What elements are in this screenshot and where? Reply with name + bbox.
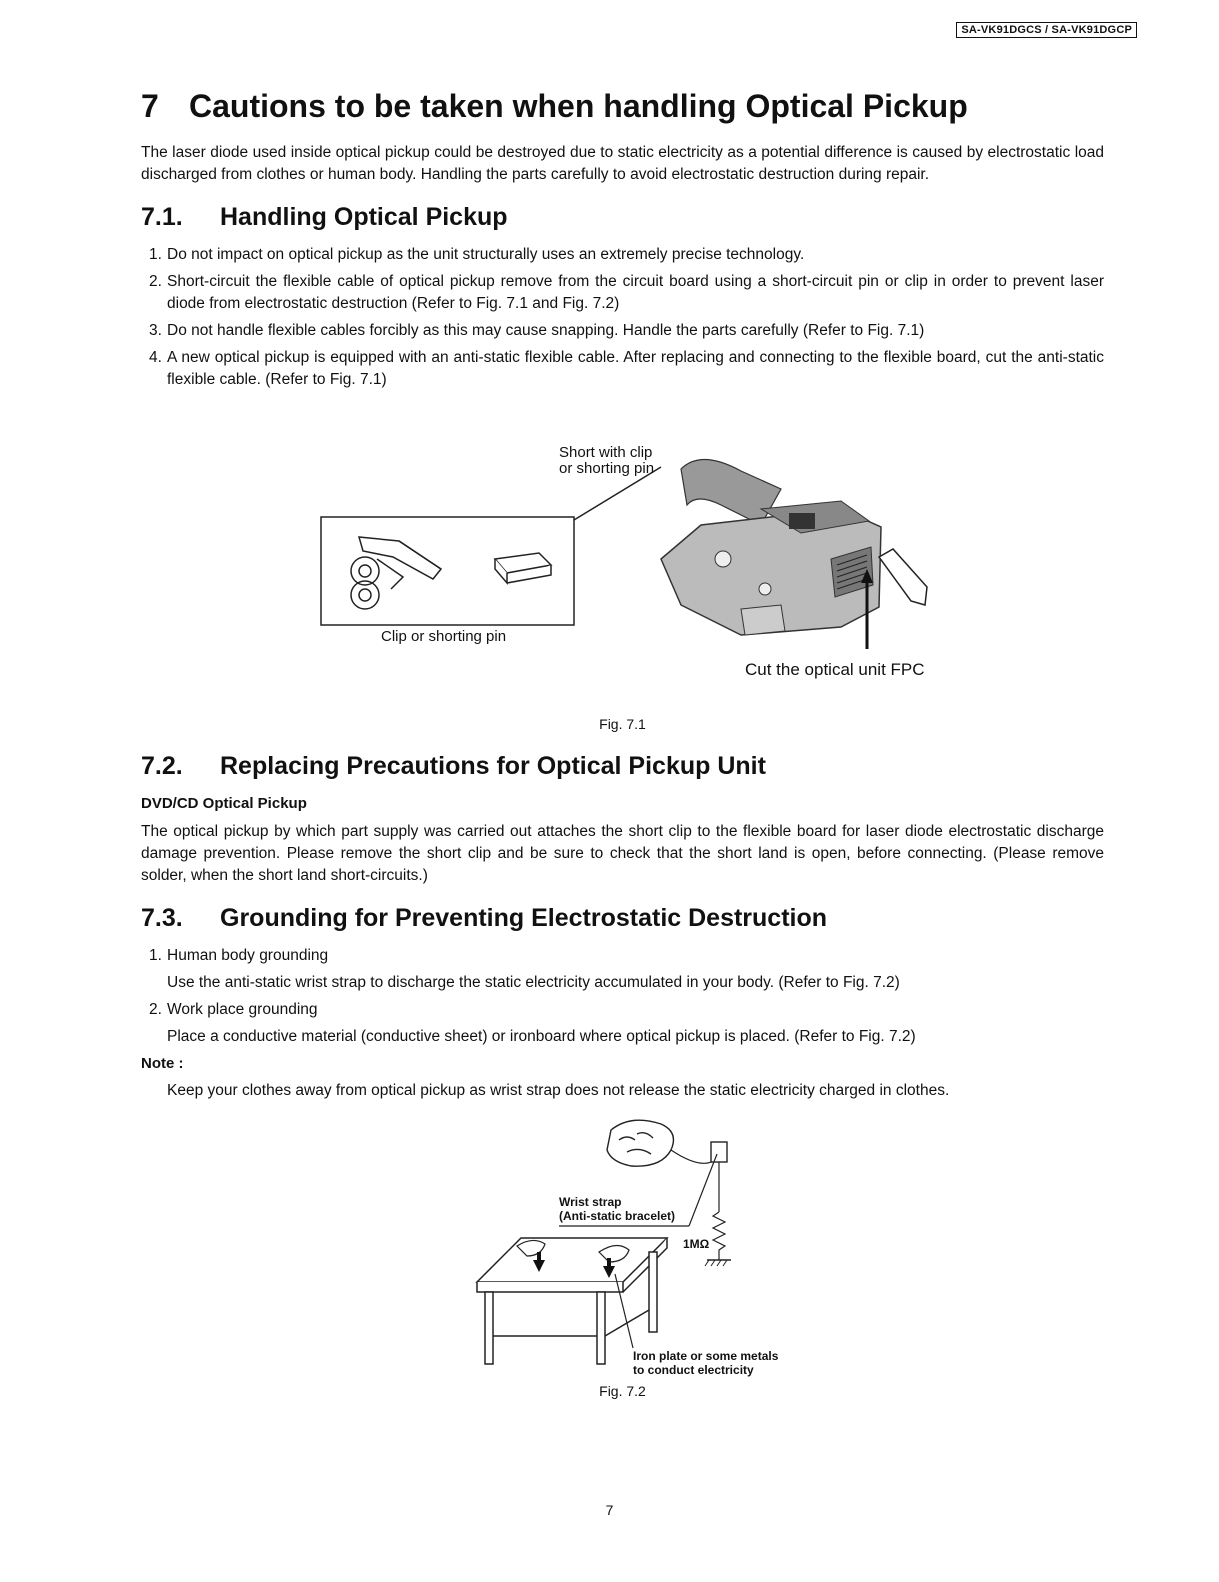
subsection-number: 7.1. <box>141 203 183 231</box>
note-body: Keep your clothes away from optical pickup as wrist strap does not release the static electricity charged in clothes. <box>167 1082 950 1099</box>
list-item <box>141 271 1104 315</box>
iron-plate-label-line2: to conduct electricity <box>633 1363 754 1377</box>
item-number: 1. <box>149 246 162 263</box>
item-text: Work place grounding <box>167 1001 318 1018</box>
list-item <box>141 244 1104 266</box>
work-table-icon <box>477 1238 667 1364</box>
figure-7-1-caption: Fig. 7.1 <box>599 716 646 732</box>
replacing-precautions-body: The optical pickup by which part supply was carried out attaches the short clip to the flexible board for laser diode electrostatic discharge damage prevention. Please remove the short clip and be sure to check that the short land is open, before connecting. (Please remove solder, when the short land short-circuits.) <box>141 823 1104 884</box>
model-number-tag: SA-VK91DGCS / SA-VK91DGCP <box>956 22 1137 38</box>
wrist-leader-line <box>689 1154 717 1226</box>
strap-wire <box>671 1150 715 1163</box>
resistor-icon <box>713 1212 725 1260</box>
clip-label: Clip or shorting pin <box>381 628 507 645</box>
item-text: Do not handle flexible cables forcibly as this may cause snapping. Handle the parts carefully (Refer to Fig. 7.1) <box>167 322 925 339</box>
short-label-line2: or shorting pin <box>559 460 655 477</box>
grounding-illustration <box>141 1110 1104 1378</box>
optical-pickup-unit <box>661 459 881 635</box>
item-text: A new optical pickup is equipped with an anti-static flexible cable. After replacing and connecting to the flexible board, cut the anti-static flexible cable. (Refer to Fig. 7.1) <box>167 349 1104 388</box>
subsection-number: 7.2. <box>141 752 183 780</box>
hand-icon <box>607 1120 673 1166</box>
item-text: Do not impact on optical pickup as the unit structurally uses an extremely precise technology. <box>167 246 805 263</box>
subsection-title: Replacing Precautions for Optical Pickup Unit <box>220 752 766 780</box>
wrist-strap-label-line1: Wrist strap <box>559 1195 622 1209</box>
subsection-7-1-heading <box>141 200 1104 234</box>
subsection-number: 7.3. <box>141 904 183 932</box>
handling-steps-list <box>141 244 1104 391</box>
list-item <box>141 945 1104 967</box>
cutter-icon <box>879 549 927 605</box>
shorting-pin-icon <box>495 553 551 583</box>
subheading-dvd-cd: DVD/CD Optical Pickup <box>141 795 307 812</box>
section-title: Cautions to be taken when handling Optical Pickup <box>189 88 968 124</box>
list-item <box>141 320 1104 342</box>
page-number: 7 <box>605 1502 614 1518</box>
item-number: 3. <box>149 322 162 339</box>
optical-pickup-illustration <box>141 409 1104 709</box>
arrow-stem <box>537 1252 541 1261</box>
workplace-grounding-body: Place a conductive material (conductive sheet) or ironboard where optical pickup is placed. (Refer to Fig. 7.2) <box>167 1028 916 1045</box>
subsection-title: Grounding for Preventing Electrostatic Destruction <box>220 904 828 932</box>
wrist-strap-label-line2: (Anti-static bracelet) <box>559 1209 676 1223</box>
list-item <box>141 999 1104 1021</box>
list-item <box>141 347 1104 391</box>
figure-7-2-caption: Fig. 7.2 <box>599 1383 646 1399</box>
grounding-list <box>141 945 1104 967</box>
clip-icon <box>351 537 441 609</box>
short-label-line1: Short with clip <box>559 444 653 461</box>
item-number: 2. <box>149 1001 162 1018</box>
human-grounding-body: Use the anti-static wrist strap to discharge the static electricity accumulated in your body. (Refer to Fig. 7.2) <box>167 974 900 991</box>
cut-fpc-label: Cut the optical unit FPC <box>745 660 925 679</box>
item-number: 1. <box>149 947 162 964</box>
figure-7-2 <box>141 1110 1104 1378</box>
note-label: Note : <box>141 1055 184 1072</box>
subsection-7-2-heading <box>141 749 1104 783</box>
item-number: 2. <box>149 273 162 290</box>
subsection-7-3-heading <box>141 901 1104 935</box>
section-number: 7 <box>141 88 159 124</box>
grounding-list <box>141 999 1104 1021</box>
item-number: 4. <box>149 349 162 366</box>
figure-7-1 <box>141 409 1104 709</box>
item-text: Short-circuit the flexible cable of optical pickup remove from the circuit board using a short-circuit pin or clip in order to prevent laser diode from electrostatic destruction (Refer to Fig. 7.1 and Fig. 7.2) <box>167 273 1104 312</box>
wrist-strap-clip-icon <box>711 1142 727 1162</box>
section-intro: The laser diode used inside optical pickup could be destroyed due to static electricity as a potential difference is caused by electrostatic load discharged from clothes or human body. Handling the parts carefully to avoid electrostatic destruction during repair. <box>141 144 1104 183</box>
ground-hatch <box>705 1260 727 1266</box>
resistor-label: 1MΩ <box>683 1237 710 1251</box>
subsection-title: Handling Optical Pickup <box>220 203 508 231</box>
page-content <box>141 84 1104 1400</box>
item-text: Human body grounding <box>167 947 329 964</box>
section-heading <box>141 84 1104 128</box>
arrow-stem <box>607 1258 611 1267</box>
iron-plate-label-line1: Iron plate or some metals <box>633 1349 779 1363</box>
